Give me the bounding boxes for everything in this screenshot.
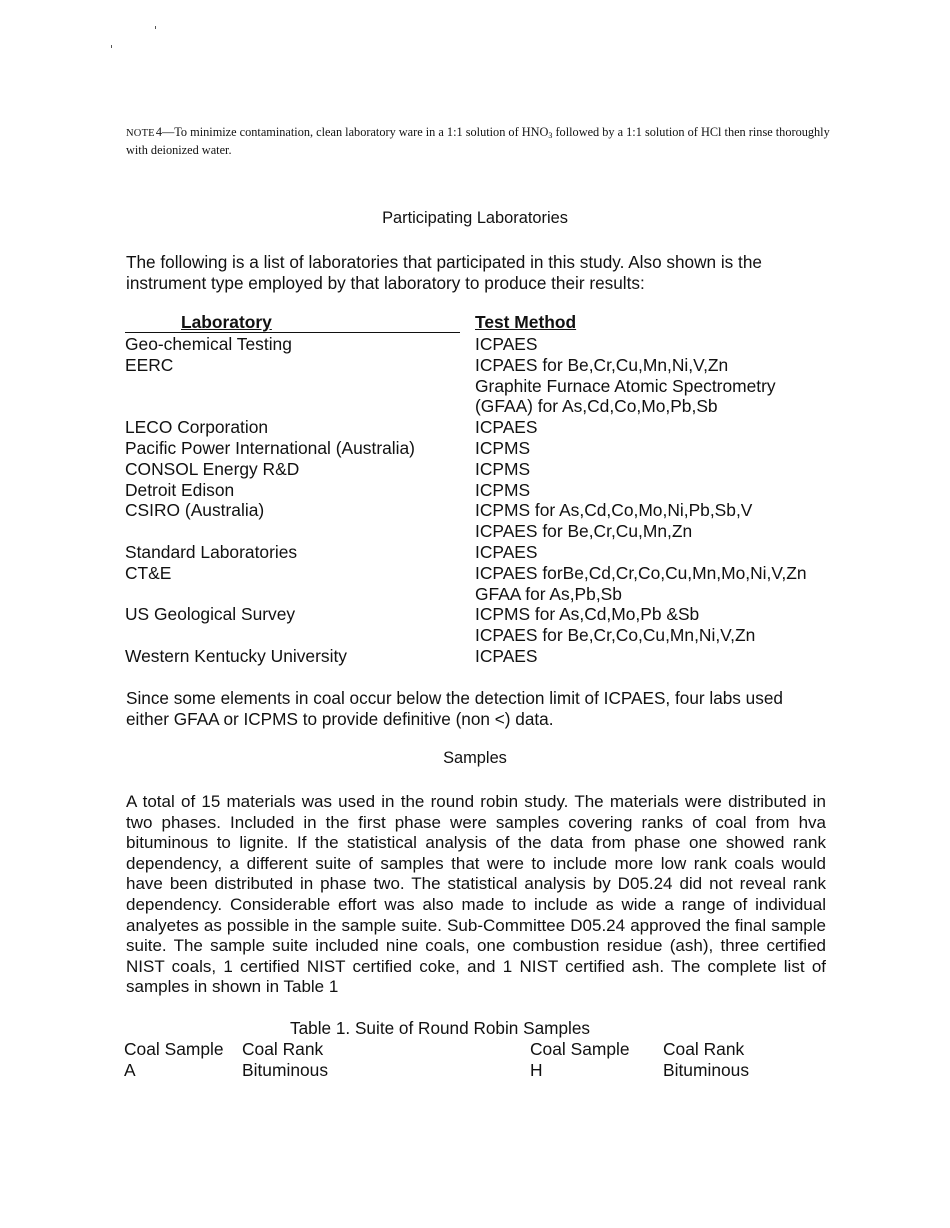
laboratory-name: CONSOL Energy R&D (125, 458, 300, 479)
table1-cell: H (530, 1060, 543, 1080)
test-method-cell (475, 334, 845, 355)
note-text-end: followed by a 1:1 solution of HCl then rinse thoroughly with deionized water. (126, 125, 830, 157)
test-method-cell (475, 480, 845, 501)
laboratory-row (125, 646, 845, 667)
test-method-cell (475, 438, 845, 459)
test-method-column-header: Test Method (475, 312, 577, 332)
table1-cell: Bituminous (663, 1060, 750, 1080)
laboratory-row (125, 500, 845, 542)
samples-heading: Samples (443, 749, 507, 767)
laboratory-row (125, 542, 845, 563)
test-method-cell (475, 646, 845, 667)
test-method-cell (475, 542, 845, 563)
test-method-line: ICPAES for Be,Cr,Cu,Mn,Zn (475, 521, 693, 542)
test-method-cell (475, 417, 845, 438)
table1-cell: A (124, 1060, 136, 1080)
test-method-line: ICPAES forBe,Cd,Cr,Co,Cu,Mn,Mo,Ni,V,Zn (475, 562, 807, 583)
test-method-line: ICPAES (475, 541, 538, 562)
laboratory-name: Western Kentucky University (125, 645, 347, 666)
detection-note: Since some elements in coal occur below the detection limit of ICPAES, four labs used either GFAA or ICPMS to provide definitive (non <) data. (126, 688, 783, 729)
laboratory-name: EERC (125, 354, 174, 375)
laboratory-name: CT&E (125, 562, 172, 583)
laboratory-row (125, 459, 845, 480)
test-method-line: ICPAES (475, 334, 538, 354)
test-method-line: ICPAES for Be,Cr,Co,Cu,Mn,Ni,V,Zn (475, 625, 756, 646)
test-method-line: ICPMS (475, 437, 531, 458)
laboratory-row (125, 355, 845, 417)
laboratory-row (125, 417, 845, 438)
test-method-line: (GFAA) for As,Cd,Co,Mo,Pb,Sb (475, 396, 718, 417)
laboratory-name: US Geological Survey (125, 604, 296, 625)
test-method-line: GFAA for As,Pb,Sb (475, 583, 622, 604)
test-method-line: ICPMS (475, 458, 531, 479)
note-text: To minimize contamination, clean laboratory ware in a 1:1 solution of HNO (174, 125, 549, 139)
test-method-line: ICPAES (475, 417, 538, 438)
table1-header-cell: Coal Rank (663, 1039, 745, 1059)
laboratory-table (125, 313, 845, 667)
table1-header-cell: Coal Sample (530, 1039, 630, 1059)
note-4 (126, 124, 836, 158)
table1-header-cell: Coal Sample (124, 1039, 224, 1059)
laboratory-name: Detroit Edison (125, 479, 235, 500)
test-method-line: ICPAES (475, 645, 538, 666)
laboratory-row (125, 480, 845, 501)
test-method-cell (475, 563, 845, 605)
table1-header-cell: Coal Rank (242, 1039, 324, 1059)
laboratory-name: LECO Corporation (125, 417, 269, 438)
scan-speck (111, 45, 112, 48)
test-method-cell (475, 500, 845, 542)
test-method-line: Graphite Furnace Atomic Spectrometry (475, 375, 776, 396)
laboratory-name: Pacific Power International (Australia) (125, 437, 415, 458)
note-number: 4 (155, 125, 162, 139)
laboratory-row (125, 604, 845, 646)
test-method-cell (475, 459, 845, 480)
test-method-line: ICPMS (475, 479, 531, 500)
note-label: NOTE (126, 128, 155, 139)
table1-title: Table 1. Suite of Round Robin Samples (290, 1018, 591, 1038)
test-method-line: ICPMS for As,Cd,Mo,Pb &Sb (475, 604, 700, 625)
laboratory-name: Standard Laboratories (125, 541, 298, 562)
laboratory-row (125, 334, 845, 355)
laboratory-rows (125, 334, 845, 667)
test-method-cell (475, 355, 845, 417)
note-subscript: 3 (548, 131, 553, 140)
laboratory-table-header (125, 313, 845, 334)
test-method-line: ICPMS for As,Cd,Co,Mo,Ni,Pb,Sb,V (475, 500, 753, 521)
table1-cell: Bituminous (242, 1060, 329, 1080)
participating-heading: Participating Laboratories (382, 209, 568, 227)
laboratory-row (125, 563, 845, 605)
note-dash: — (161, 125, 175, 139)
samples-paragraph: A total of 15 materials was used in the round robin study. The materials were distributed in two phases. Included in the first phase were samples covering ranks of coal from hva bituminous to lignite. If the statistical analysis of the data from phase one showed rank dependency, a different suite of samples that were to include more low rank coals would have been distributed in phase two. The statistical analysis by D05.24 did not reveal rank dependency. Considerable effort was also made to include as wide a range of individual analyetes as possible in the sample suite. Sub-Committee D05.24 approved the final sample suite. The sample suite included nine coals, one combustion residue (ash), three certified NIST coals, 1 certified NIST certified coke, and 1 NIST certified ash. The complete list of samples in shown in Table 1 (126, 792, 826, 997)
participating-intro: The following is a list of laboratories that participated in this study. Also shown is the instrument type employed by that laboratory to produce their results: (126, 252, 762, 293)
laboratory-column-header: Laboratory (125, 313, 460, 333)
laboratory-name: Geo-chemical Testing (125, 334, 292, 354)
scan-speck (155, 26, 156, 29)
test-method-cell (475, 604, 845, 646)
laboratory-name: CSIRO (Australia) (125, 500, 265, 521)
laboratory-row (125, 438, 845, 459)
test-method-line: ICPAES for Be,Cr,Cu,Mn,Ni,V,Zn (475, 354, 729, 375)
